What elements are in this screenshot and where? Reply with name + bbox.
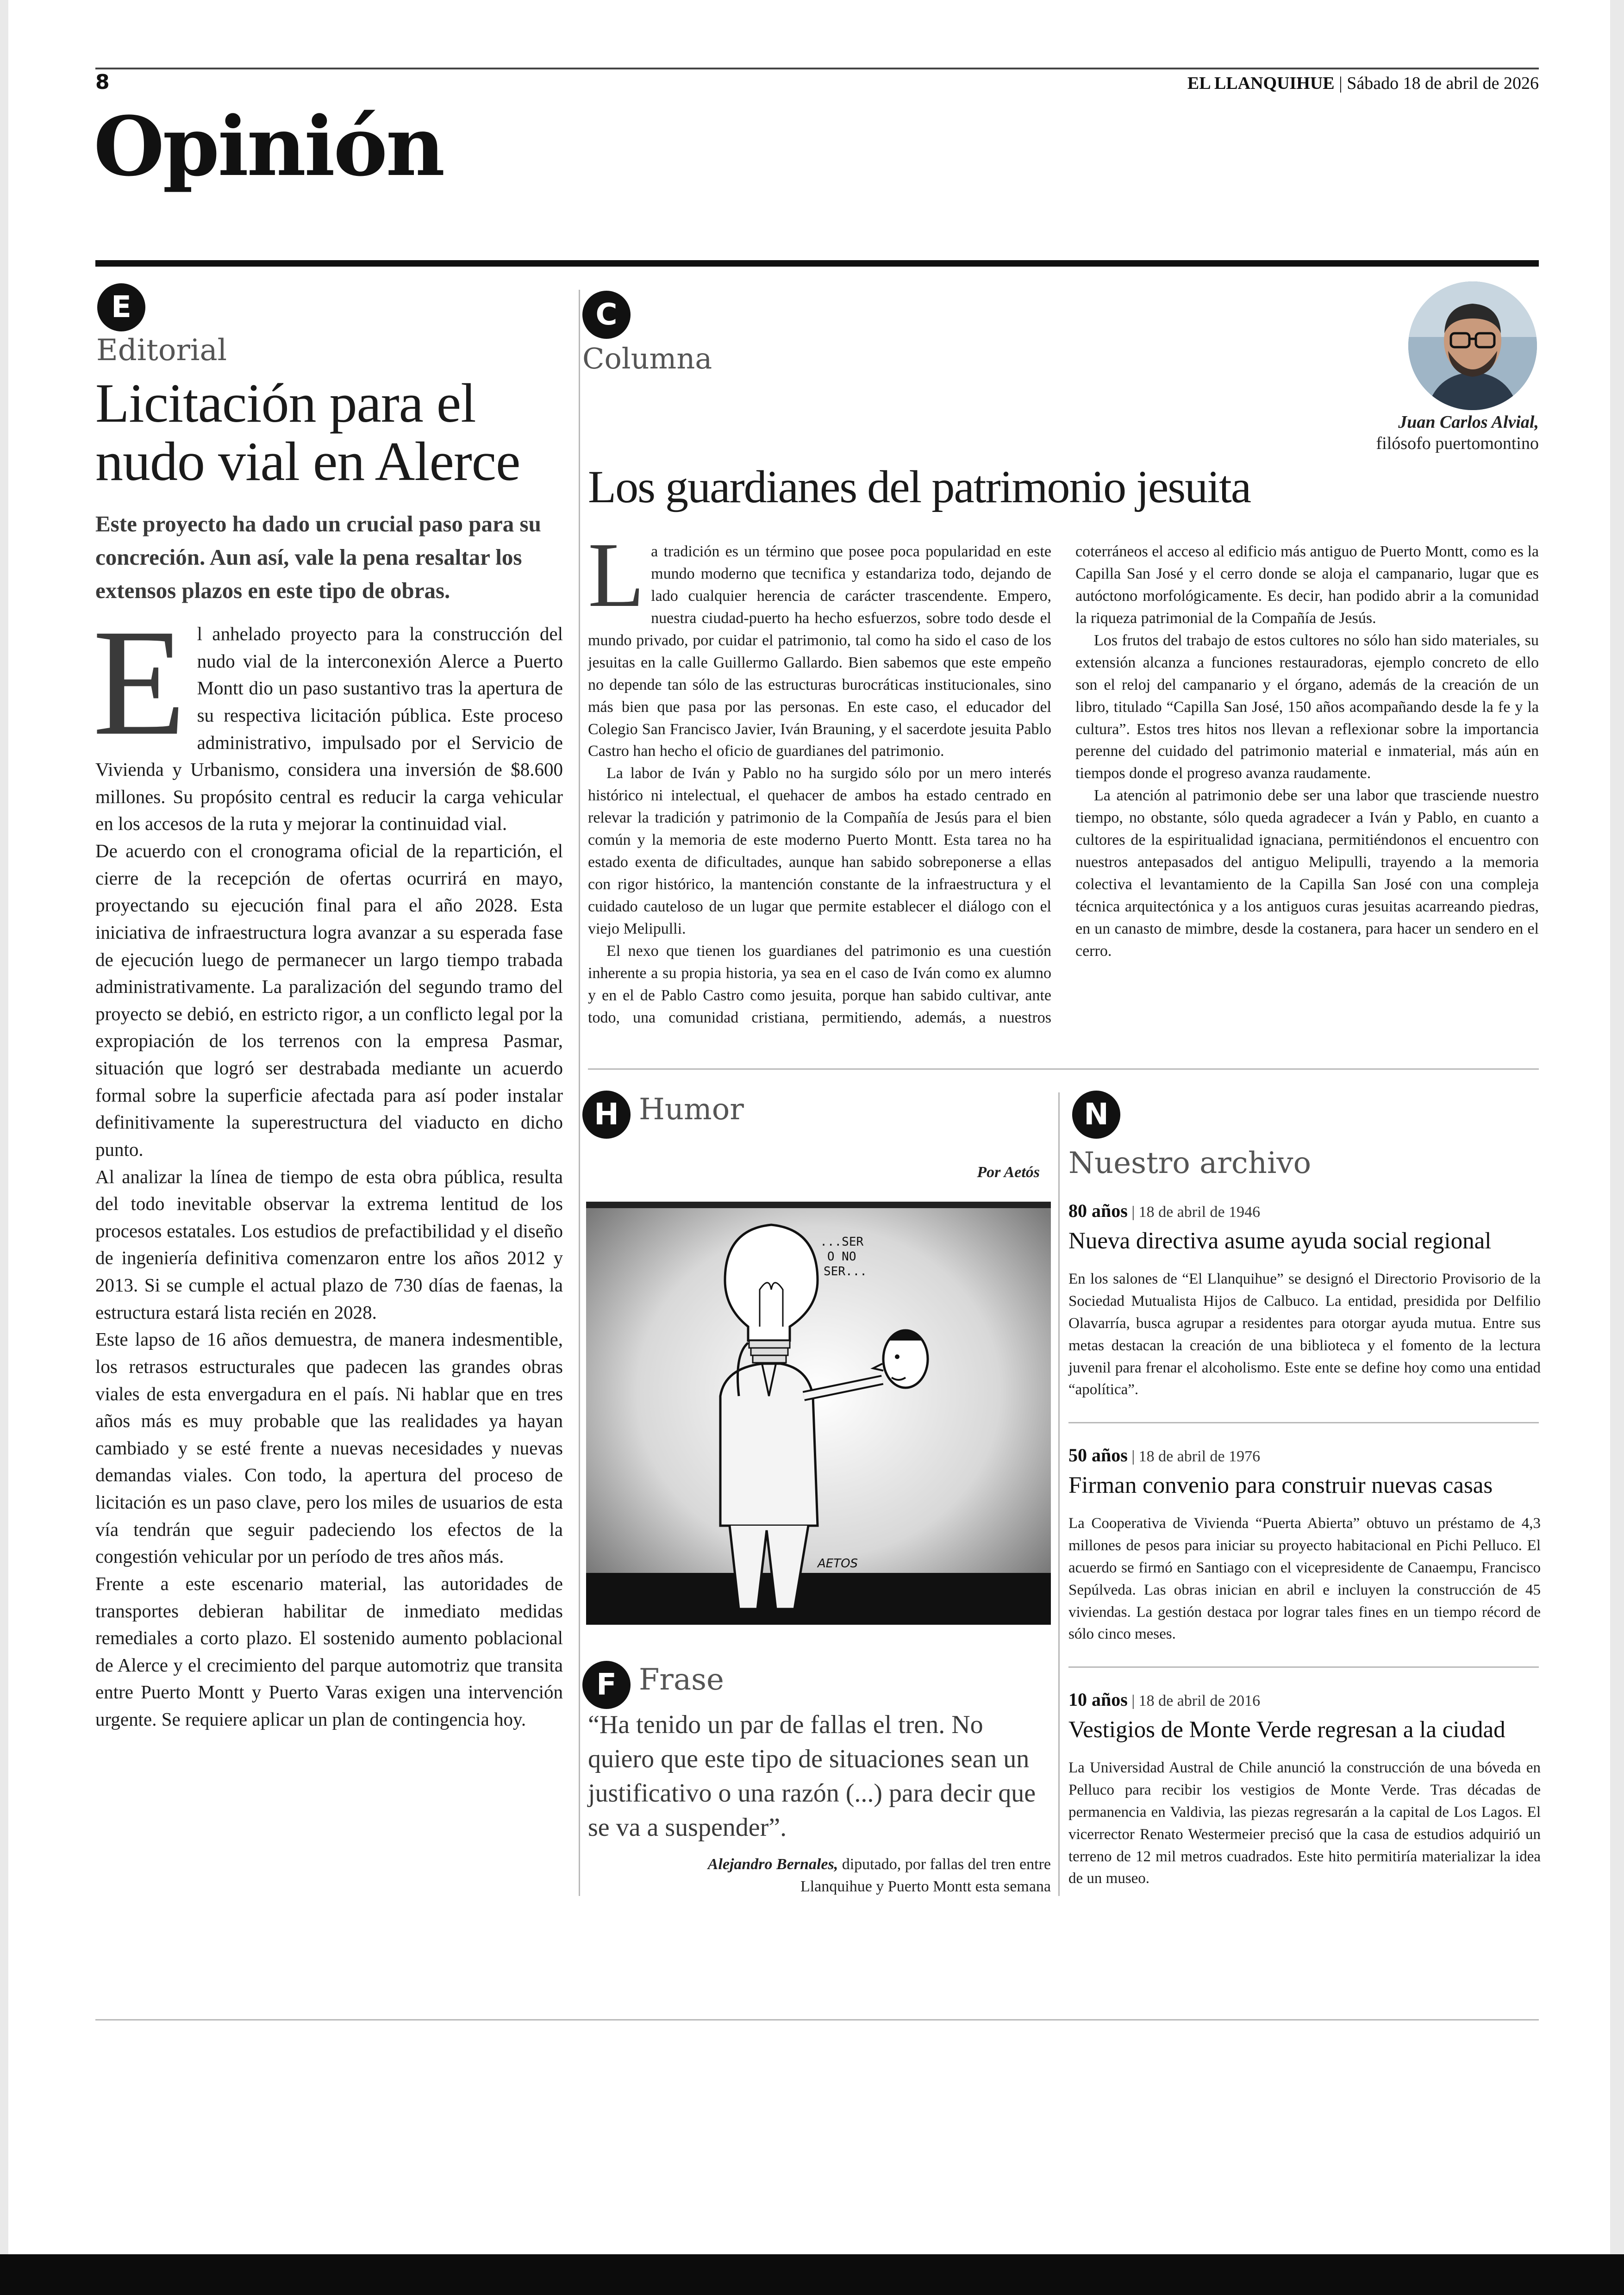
editorial-paragraph: Frente a este escenario material, las autoridades de transportes debieran habilitar de inmediato medidas remediales a corto plazo. El sostenido aumento poblacional de Alerce y el crecimiento del parque automotriz que transita entre Puerto Montt y Puerto Varas exigen una intervención urgente. Se requiere aplicar un plan de contingencia hoy. [95, 1572, 563, 1730]
archive-divider [1068, 1666, 1539, 1668]
frase-author: Alejandro Bernales, [707, 1856, 838, 1873]
frase-author-role: diputado, por fallas del tren entre Llanquihue y Puerto Montt esta semana [800, 1856, 1051, 1895]
archive-date: 18 de abril de 1976 [1138, 1448, 1261, 1465]
archive-item-meta [1068, 1689, 1541, 1710]
column-paragraph: El nexo que tienen los guardianes del patrimonio es una cuestión inherente a su propia historia, ya sea en el caso de Iván como ex alumno y en el de Pablo Castro como jesuita, porque han sabido cultivar, ante todo, una comunidad cristiana, permitiendo, además, a nuestros coterráneos el acceso al edificio más antiguo de Puerto Montt, como es la Capilla San José y el cerro donde se aloja el campanario, lugar que es autóctono morfológicamente. Es decir, han podido abrir a la comunidad la riqueza patrimonial de la Compañía de Jesús. [588, 543, 1539, 1026]
masthead-info [1187, 73, 1539, 94]
archive-title: Vestigios de Monte Verde regresan a la ciudad [1068, 1717, 1505, 1743]
newspaper-page [8, 0, 1610, 2254]
column-divider-right [1058, 1092, 1060, 1896]
archive-item [1068, 1200, 1541, 1401]
humor-byline: Por Aetós [977, 1164, 1040, 1181]
archive-separator: | [1127, 1448, 1139, 1465]
paper-name: EL LLANQUIHUE [1187, 74, 1335, 93]
archive-item [1068, 1689, 1541, 1890]
editorial-paragraph: l anhelado proyecto para la construcción del nudo vial de la interconexión Alerce a Puerto Montt dio un paso sustantivo tras la apertura de su respectiva licitación pública. Este proceso administrativo, impulsado por el Servicio de Vivienda y Urbanismo, considera una inversión de $8.600 millones. Su propósito central es reducir la carga vehicular en los accesos de la ruta y mejorar la continuidad vial. [95, 623, 563, 835]
frase-label: Frase [639, 1663, 724, 1697]
column-headline: Los guardianes del patrimonio jesuita [588, 461, 1251, 512]
editorial-label: Editorial [96, 333, 227, 368]
cartoon-image [586, 1202, 1051, 1625]
archive-text: La Cooperativa de Vivienda “Puerta Abierta” obtuvo un préstamo de 4,3 millones de pesos para iniciar su proyecto habitacional en Pichi Pelluco. El acuerdo se firmó en Santiago con el vicepresidente de Canaempu, Francisco Sepúlveda. Las obras inician en abril e incluyen la construcción de 45 viviendas. La gestión destaca por lograr tales fines en un tiempo récord de sólo cinco meses. [1068, 1515, 1541, 1643]
section-heavy-rule [95, 260, 1539, 267]
page-number: 8 [95, 70, 110, 94]
cartoon-speech-text [820, 1235, 871, 1278]
editorial-badge: E [97, 283, 145, 331]
frase-attribution [656, 1853, 1051, 1897]
speech-line: SER... [824, 1265, 867, 1278]
archivo-badge: N [1072, 1091, 1120, 1139]
masthead-separator: | [1334, 74, 1347, 93]
editorial-body [93, 598, 563, 1733]
archive-years: 50 años [1068, 1445, 1128, 1466]
author-portrait-illustration [1408, 281, 1537, 410]
column-paragraph: Los frutos del trabajo de estos cultores no sólo han sido materiales, su extensión alcanza a funciones restauradoras, ejemplo concreto de ello son el reloj del campanario y el órgano, además de la creación de un libro, titulado “Capilla San José, 150 años acompañando desde la fe y la cultura”. Estos tres hitos nos llevan a reflexionar sobre la importancia perenne del cuidado del patrimonio material e inmaterial, más aún en tiempos donde el progreso avanza raudamente. [1075, 631, 1539, 782]
column-drop-cap: L [588, 524, 645, 626]
speech-line: ...SER [820, 1235, 864, 1249]
speech-line: O NO [827, 1250, 856, 1264]
humor-label: Humor [639, 1092, 744, 1127]
column-paragraph: a tradición es un término que posee poca popularidad en este mundo moderno que tecnifica y estandariza todo, dejando de lado cualquier herencia de carácter trascendente. Empero, nuestra ciudad-puerto ha hecho esfuerzos, sobre todo desde el mundo privado, por cuidar el patrimonio, tal como ha sido el caso de los jesuitas en la calle Guillermo Gallardo. Bien sabemos que este empeño no depende tan sólo de las estructuras burocráticas institucionales, sino más bien que pasa por las personas. En este caso, el educador del Colegio San Francisco Javier, Iván Brauning, y el sacerdote jesuita Pablo Castro han hecho el oficio de guardianes del patrimonio. [588, 543, 1051, 760]
viewer-bottom-bar [0, 2254, 1624, 2295]
author-name: Juan Carlos Alvial, [1398, 412, 1539, 432]
frase-badge: F [582, 1661, 631, 1709]
editorial-paragraph: De acuerdo con el cronograma oficial de la repartición, el cierre de la recepción de ofertas ocurrirá en mayo, proyectando su ejecución final para el año 2028. Esta iniciativa de infraestructura logra avanzar a su esperada fase de ejecución luego de permanecer un largo tiempo trabada administrativamente. La paralización del segundo tramo del proyecto se debió, en estricto rigor, a un conflicto legal por la expropiación de los terrenos con la empresa Pasmar, situación que logró ser destrabada mediante un acuerdo formal sobre la superficie afectada para así poder instalar definitivamente la superestructura del viaducto en dicho punto. [95, 840, 563, 1160]
frase-quote: “Ha tenido un par de fallas el tren. No quiero que este tipo de situaciones sean un justificativo o una razón (...) para decir que se va a suspender”. [588, 1710, 1036, 1842]
issue-date: Sábado 18 de abril de 2026 [1347, 74, 1539, 93]
page-bottom-rule [95, 2019, 1539, 2021]
column-bottom-rule [588, 1068, 1539, 1070]
archive-item-meta [1068, 1444, 1541, 1466]
archive-title: Firman convenio para construir nuevas casas [1068, 1472, 1493, 1498]
archive-date: 18 de abril de 2016 [1138, 1692, 1261, 1709]
archive-years: 10 años [1068, 1689, 1128, 1710]
column-paragraph: La labor de Iván y Pablo no ha surgido sólo por un mero interés histórico ni intelectual, el quehacer de ambos ha estado centrado en relevar la tradición y patrimonio de la Compañía de Jesús para el bien común y la memoria de este moderno Puerto Montt. Esta tarea no ha estado exenta de dificultades, aunque han sabido sobreponerse a ellas con rigor histórico, la mantención constante de la infraestructura y el cuidado cauteloso de un lugar que permite establecer el diálogo con el viejo Melipulli. [588, 765, 1051, 937]
archive-text: La Universidad Austral de Chile anunció la construcción de una bóveda en Pelluco para recibir los vestigios de Monte Verde. Tras décadas de permanencia en Valdivia, las piezas regresarán a la capital de Los Lagos. El vicerrector Renato Westermeier precisó que la casa de estudios adquirió un terreno de 12 mil metros cuadrados. Este hito permitiría materializar la idea de un museo. [1068, 1759, 1541, 1887]
column-label: Columna [582, 342, 712, 375]
archive-separator: | [1127, 1204, 1139, 1221]
archivo-label: Nuestro archivo [1068, 1146, 1312, 1180]
archive-separator: | [1127, 1692, 1139, 1709]
archive-years: 80 años [1068, 1200, 1128, 1221]
archive-title: Nueva directiva asume ayuda social regional [1068, 1228, 1492, 1254]
editorial-subhead: Este proyecto ha dado un crucial paso para su concreción. Aun así, vale la pena resaltar los extensos plazos en este tipo de obras. [95, 511, 541, 604]
editorial-headline: Licitación para el nudo vial en Alerce [95, 372, 520, 492]
editorial-drop-cap: E [93, 598, 186, 767]
column-badge: C [582, 291, 631, 339]
archive-date: 18 de abril de 1946 [1138, 1204, 1261, 1221]
column-divider-left [579, 290, 580, 1896]
archive-item [1068, 1444, 1541, 1646]
cartoon-illustration [586, 1202, 1051, 1625]
author-photo [1408, 281, 1537, 410]
editorial-paragraph: Al analizar la línea de tiempo de esta obra pública, resulta del todo inevitable observar la extrema lentitud de los procesos estatales. Los estudios de prefactibilidad y el diseño de ingeniería definitiva comenzaron entre los años 2012 y 2013. Si se cumple el actual plazo de 730 días de faenas, la estructura estará lista recién en 2028. [95, 1166, 563, 1323]
column-body [588, 524, 1539, 1031]
editorial-paragraph: Este lapso de 16 años demuestra, de manera indesmentible, los retrasos estructurales que padecen las grandes obras viales de esta envergadura en el país. Ni hablar que en tres años más es muy probable que las realidades ya hayan cambiado y se esté frente a nuevas necesidades y nuevas demandas viales. Con todo, la apertura del proceso de licitación es un paso clave, pero los miles de usuarios de esta vía tendrán que seguir padeciendo los efectos de la congestión vehicular por un período de tres años más. [95, 1328, 563, 1567]
archive-divider [1068, 1422, 1539, 1423]
humor-badge: H [582, 1091, 631, 1139]
archive-item-meta [1068, 1200, 1541, 1222]
cartoon-signature: AETOS [818, 1557, 858, 1571]
archive-text: En los salones de “El Llanquihue” se designó el Directorio Provisorio de la Sociedad Mutualista Hijos de Calbuco. La entidad, presidida por Delfilio Olavarría, busca agrupar a residentes para otorgar ayuda mutua. Entre sus metas destacan la creación de una biblioteca y el fomento de la lectura juvenil para frenar el alcoholismo. Este ente se define hoy como una entidad “apolítica”. [1068, 1271, 1541, 1398]
section-title: Opinión [94, 99, 443, 194]
author-role: filósofo puertomontino [1376, 434, 1539, 453]
column-paragraph: La atención al patrimonio debe ser una labor que trasciende nuestro tiempo, no obstante, sólo queda agradecer a Iván y Pablo, en cuanto a cultores de la espiritualidad ignaciana, permitiéndonos el encuentro con nuestros antepasados del antiguo Melipulli, trayendo a la memoria colectiva el levantamiento de la Capilla San José con una compleja técnica arquitectónica y a los antiguos curas jesuitas acarreando piedras, en un canasto de mimbre, desde la costanera, para hacer un sendero en el cerro. [1075, 787, 1539, 960]
header-top-rule [95, 68, 1539, 69]
